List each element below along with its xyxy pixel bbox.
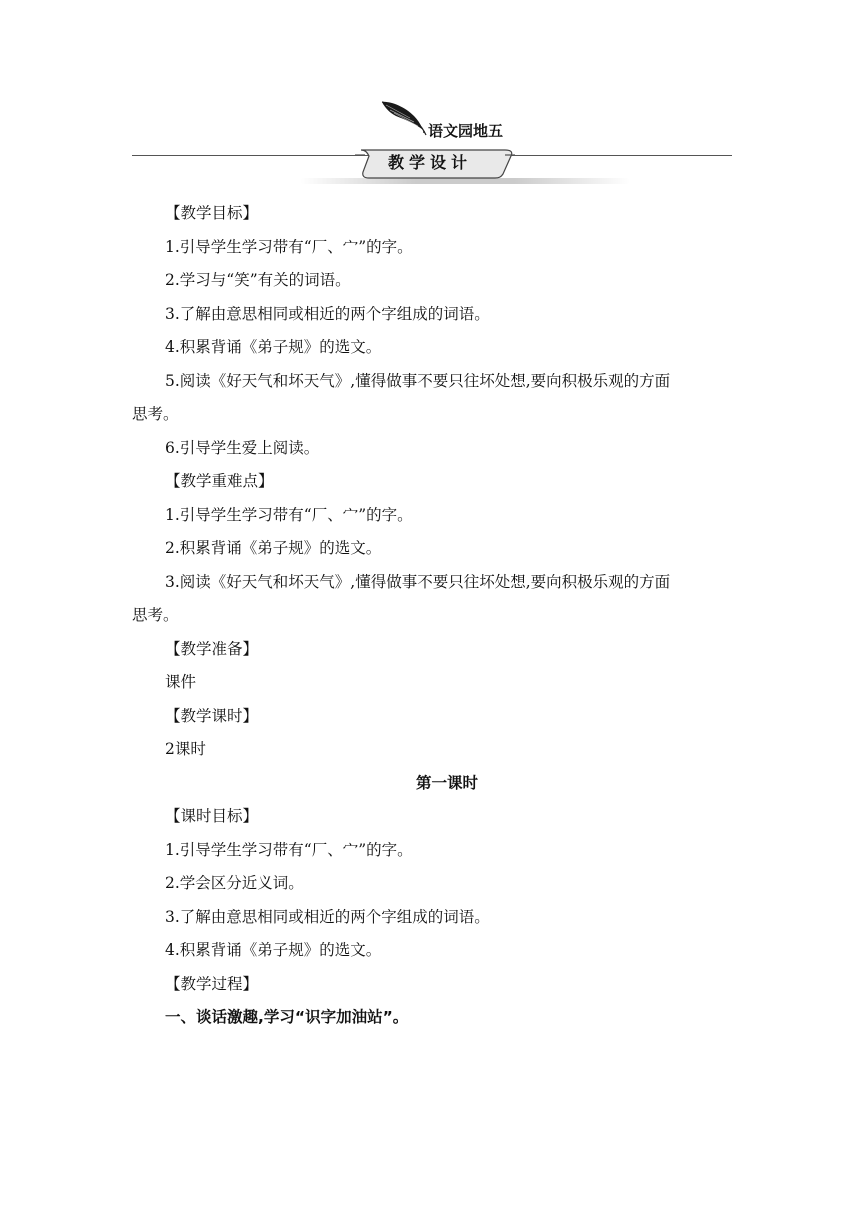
goal-item: 2.学习与“笑”有关的词语。 <box>165 271 351 289</box>
goal-item: 3.了解由意思相同或相近的两个字组成的词语。 <box>165 304 490 323</box>
goal-item: 5.阅读《好天气和坏天气》,懂得做事不要只往坏处想,要向积极乐观的方面 <box>165 371 671 390</box>
key-point-item: 2.积累背诵《弟子规》的选文。 <box>165 539 382 557</box>
lesson-goal-item: 4.积累背诵《弟子规》的选文。 <box>165 941 382 959</box>
goal-item: 1.引导学生学习带有“厂、宀”的字。 <box>165 237 413 256</box>
chapter-title: 语文园地五 <box>428 122 504 140</box>
header-rule-right <box>502 155 732 156</box>
lesson-title: 第一课时 <box>415 773 478 792</box>
section-heading-goals: 【教学目标】 <box>165 204 259 222</box>
section-heading-hours: 【教学课时】 <box>165 706 259 725</box>
document-body <box>132 197 732 1035</box>
lesson-goal-item: 2.学会区分近义词。 <box>165 874 304 892</box>
key-point-item: 1.引导学生学习带有“厂、宀”的字。 <box>165 505 413 524</box>
lesson-goal-item: 1.引导学生学习带有“厂、宀”的字。 <box>165 840 413 859</box>
lesson-goal-item: 3.了解由意思相同或相近的两个字组成的词语。 <box>165 907 490 926</box>
section-heading-lesson-goals: 【课时目标】 <box>165 807 259 825</box>
goal-item-continued: 思考。 <box>132 405 179 423</box>
section-heading-key-points: 【教学重难点】 <box>165 472 274 490</box>
key-point-item: 3.阅读《好天气和坏天气》,懂得做事不要只往坏处想,要向积极乐观的方面 <box>165 572 671 591</box>
preparation-text: 课件 <box>165 673 197 691</box>
feather-pen-icon <box>380 98 428 136</box>
header-rule-left <box>132 155 372 156</box>
process-step-heading: 一、谈话激趣,学习“识字加油站”。 <box>165 1008 409 1026</box>
section-heading-process: 【教学过程】 <box>165 974 259 993</box>
page-header <box>0 0 860 200</box>
key-point-item-continued: 思考。 <box>132 606 179 624</box>
hours-text: 2课时 <box>165 740 206 758</box>
section-heading-preparation: 【教学准备】 <box>165 639 259 658</box>
goal-item: 4.积累背诵《弟子规》的选文。 <box>165 338 382 356</box>
banner-title: 教学设计 <box>387 153 472 172</box>
goal-item: 6.引导学生爱上阅读。 <box>165 438 320 457</box>
